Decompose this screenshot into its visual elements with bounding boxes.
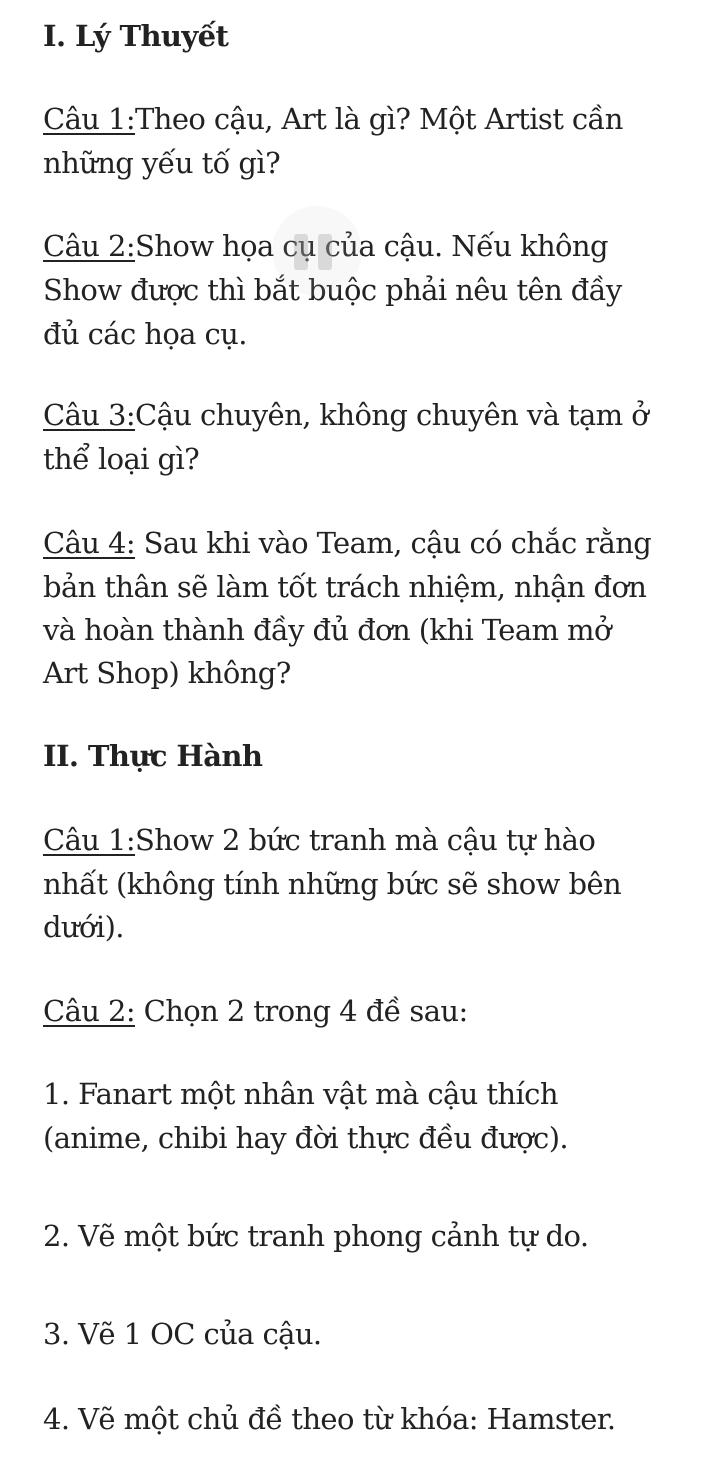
pause-bar bbox=[318, 234, 332, 270]
question-text: thể loại gì? bbox=[43, 442, 200, 476]
question-text: Art Shop) không? bbox=[43, 656, 291, 690]
question-text: dưới). bbox=[43, 910, 124, 944]
question-label: Câu 2: bbox=[43, 994, 135, 1028]
question-text: Show được thì bắt buộc phải nêu tên đầy bbox=[43, 273, 622, 307]
option-3: 3. Vẽ 1 OC của cậu. bbox=[43, 1317, 322, 1351]
theory-question-1 bbox=[43, 97, 623, 141]
option-2: 2. Vẽ một bức tranh phong cảnh tự do. bbox=[43, 1219, 589, 1253]
question-text: Sau khi vào Team, cậu có chắc rằng bbox=[135, 526, 652, 560]
question-text: Theo cậu, Art là gì? Một Artist cần bbox=[135, 102, 623, 136]
question-text: Chọn 2 trong 4 đề sau: bbox=[135, 994, 468, 1028]
question-text: đủ các họa cụ. bbox=[43, 317, 247, 351]
question-label: Câu 1: bbox=[43, 102, 135, 136]
option-1-continued: (anime, chibi hay đời thực đều được). bbox=[43, 1121, 569, 1155]
option-1: 1. Fanart một nhân vật mà cậu thích bbox=[43, 1077, 558, 1111]
question-text: và hoàn thành đầy đủ đơn (khi Team mở bbox=[43, 613, 611, 647]
question-text: Show họa cụ của cậu. Nếu không bbox=[135, 229, 608, 263]
question-text: nhất (không tính những bức sẽ show bên bbox=[43, 867, 622, 901]
question-label: Câu 1: bbox=[43, 823, 135, 857]
practice-question-2 bbox=[43, 989, 468, 1033]
theory-question-4 bbox=[43, 521, 651, 565]
section-heading-practice: II. Thực Hành bbox=[43, 739, 263, 773]
pause-bar bbox=[294, 234, 308, 270]
question-label: Câu 4: bbox=[43, 526, 135, 560]
question-text: Cậu chuyên, không chuyên và tạm ở bbox=[135, 398, 649, 432]
pause-icon[interactable] bbox=[272, 206, 362, 296]
theory-question-3 bbox=[43, 393, 648, 437]
question-text: bản thân sẽ làm tốt trách nhiệm, nhận đơn bbox=[43, 570, 647, 604]
question-text: những yếu tố gì? bbox=[43, 146, 281, 180]
practice-question-1 bbox=[43, 818, 595, 862]
option-4: 4. Vẽ một chủ đề theo từ khóa: Hamster. bbox=[43, 1402, 616, 1436]
question-text: Show 2 bức tranh mà cậu tự hào bbox=[135, 823, 596, 857]
question-label: Câu 2: bbox=[43, 229, 135, 263]
section-heading-theory: I. Lý Thuyết bbox=[43, 19, 229, 53]
question-label: Câu 3: bbox=[43, 398, 135, 432]
